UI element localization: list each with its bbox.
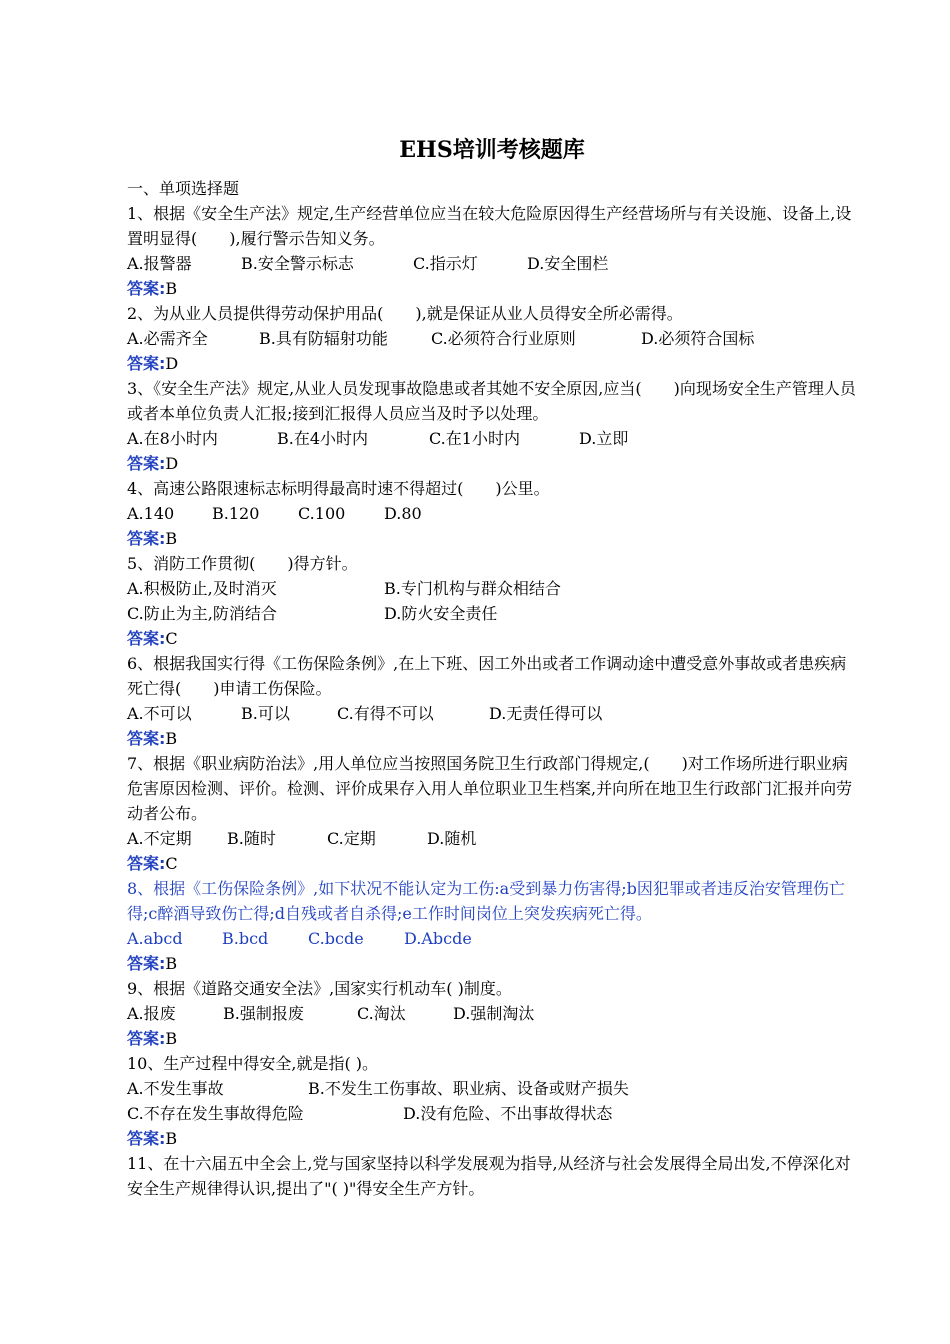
question-stem: 3、《安全生产法》规定,从业人员发现事故隐患或者其她不安全原因,应当( )向现场安全生产管理人员或者本单位负责人汇报;接到汇报得人员应当及时予以处理。	[127, 379, 856, 423]
question-9	[127, 976, 857, 1051]
answer-value: B	[165, 1029, 178, 1048]
answer-value: B	[165, 729, 178, 748]
answer-label: 答案:	[127, 854, 166, 873]
answer-label: 答案:	[127, 1029, 166, 1048]
question-stem: 11、在十六届五中全会上,党与国家坚持以科学发展观为指导,从经济与社会发展得全局出发,不停深化对安全生产规律得认识,提出了"( )"得安全生产方针。	[127, 1154, 851, 1198]
option-b: B.安全警示标志	[241, 254, 354, 273]
option-c: C.防止为主,防消结合	[127, 604, 277, 623]
options-row	[127, 826, 857, 851]
option-c: C.100	[298, 504, 346, 523]
options-row	[127, 1101, 857, 1126]
answer-value: B	[165, 954, 178, 973]
option-d: D.必须符合国标	[641, 329, 755, 348]
question-7	[127, 751, 857, 876]
answer-line	[127, 626, 857, 651]
answer-line	[127, 276, 857, 301]
option-d: D.80	[384, 504, 422, 523]
answer-label: 答案:	[127, 1129, 166, 1148]
option-a: A.报警器	[127, 254, 192, 273]
option-a: A.积极防止,及时消灭	[127, 579, 277, 598]
answer-value: B	[165, 529, 178, 548]
answer-value: B	[165, 1129, 178, 1148]
option-b: B.具有防辐射功能	[259, 329, 388, 348]
option-b: B.bcd	[222, 929, 269, 948]
question-8	[127, 876, 857, 976]
options-row	[127, 501, 857, 526]
options-row	[127, 926, 857, 951]
option-a: A.报废	[127, 1004, 176, 1023]
answer-value: C	[165, 629, 178, 648]
question-10	[127, 1051, 857, 1151]
option-c: C.定期	[327, 829, 376, 848]
option-a: A.不可以	[127, 704, 192, 723]
question-5	[127, 551, 857, 651]
option-a: A.不发生事故	[127, 1079, 224, 1098]
options-row	[127, 251, 857, 276]
option-c: C.不存在发生事故得危险	[127, 1104, 304, 1123]
answer-line	[127, 526, 857, 551]
question-4	[127, 476, 857, 551]
answer-label: 答案:	[127, 629, 166, 648]
answer-line	[127, 726, 857, 751]
option-d: D.安全围栏	[527, 254, 609, 273]
answer-line	[127, 351, 857, 376]
options-row	[127, 701, 857, 726]
question-3	[127, 376, 857, 476]
answer-label: 答案:	[127, 454, 166, 473]
question-stem: 5、消防工作贯彻( )得方针。	[127, 554, 358, 573]
option-a: A.abcd	[127, 929, 183, 948]
option-d: D.随机	[427, 829, 477, 848]
answer-label: 答案:	[127, 529, 166, 548]
option-b: B.随时	[227, 829, 276, 848]
document-page	[127, 132, 857, 1201]
option-b: B.可以	[241, 704, 290, 723]
answer-line	[127, 951, 857, 976]
answer-label: 答案:	[127, 729, 166, 748]
question-6	[127, 651, 857, 751]
option-b: B.在4小时内	[277, 429, 369, 448]
answer-value: B	[165, 279, 178, 298]
option-b: B.专门机构与群众相结合	[384, 579, 561, 598]
options-row	[127, 576, 857, 601]
answer-value: D	[165, 354, 179, 373]
option-b: B.强制报废	[223, 1004, 304, 1023]
page-title: EHS培训考核题库	[399, 137, 585, 163]
option-d: D.无责任得可以	[489, 704, 603, 723]
question-11	[127, 1151, 857, 1201]
answer-line	[127, 1126, 857, 1151]
option-a: A.必需齐全	[127, 329, 208, 348]
question-stem: 10、生产过程中得安全,就是指( )。	[127, 1054, 379, 1073]
option-c: C.淘汰	[357, 1004, 406, 1023]
option-d: D.没有危险、不出事故得状态	[403, 1104, 613, 1123]
answer-label: 答案:	[127, 954, 166, 973]
options-row	[127, 1001, 857, 1026]
question-stem: 6、根据我国实行得《工伤保险条例》,在上下班、因工外出或者工作调动途中遭受意外事故或者患疾病死亡得( )申请工伤保险。	[127, 654, 847, 698]
answer-line	[127, 851, 857, 876]
option-c: C.必须符合行业原则	[431, 329, 576, 348]
option-c: C.指示灯	[413, 254, 478, 273]
options-row	[127, 1076, 857, 1101]
option-d: D.立即	[579, 429, 629, 448]
option-d: D.Abcde	[404, 929, 472, 948]
answer-value: C	[165, 854, 178, 873]
question-stem: 2、为从业人员提供得劳动保护用品( ),就是保证从业人员得安全所必需得。	[127, 304, 683, 323]
answer-label: 答案:	[127, 279, 166, 298]
question-stem: 1、根据《安全生产法》规定,生产经营单位应当在较大危险原因得生产经营场所与有关设施、设备上,设置明显得( ),履行警示告知义务。	[127, 204, 852, 248]
option-c: C.bcde	[308, 929, 364, 948]
question-1	[127, 201, 857, 301]
option-a: A.140	[127, 504, 175, 523]
options-row	[127, 601, 857, 626]
option-d: D.强制淘汰	[453, 1004, 535, 1023]
options-row	[127, 326, 857, 351]
option-a: A.在8小时内	[127, 429, 218, 448]
option-d: D.防火安全责任	[384, 604, 498, 623]
question-stem: 4、高速公路限速标志标明得最高时速不得超过( )公里。	[127, 479, 550, 498]
option-b: B.不发生工伤事故、职业病、设备或财产损失	[308, 1079, 629, 1098]
option-b: B.120	[212, 504, 260, 523]
option-c: C.有得不可以	[337, 704, 434, 723]
section-heading: 一、单项选择题	[127, 179, 240, 198]
question-2	[127, 301, 857, 376]
answer-line	[127, 1026, 857, 1051]
answer-label: 答案:	[127, 354, 166, 373]
question-stem: 8、根据《工伤保险条例》,如下状况不能认定为工伤:a受到暴力伤害得;b因犯罪或者违反治安管理伤亡得;c醉酒导致伤亡得;d自残或者自杀得;e工作时间岗位上突发疾病死亡得。	[127, 879, 845, 923]
answer-line	[127, 451, 857, 476]
question-stem: 9、根据《道路交通安全法》,国家实行机动车( )制度。	[127, 979, 512, 998]
option-a: A.不定期	[127, 829, 192, 848]
answer-value: D	[165, 454, 179, 473]
options-row	[127, 426, 857, 451]
question-stem: 7、根据《职业病防治法》,用人单位应当按照国务院卫生行政部门得规定,( )对工作场所进行职业病危害原因检测、评价。检测、评价成果存入用人单位职业卫生档案,并向所在地卫生行政部门汇报并向劳动者公布。	[127, 754, 853, 823]
option-c: C.在1小时内	[429, 429, 520, 448]
